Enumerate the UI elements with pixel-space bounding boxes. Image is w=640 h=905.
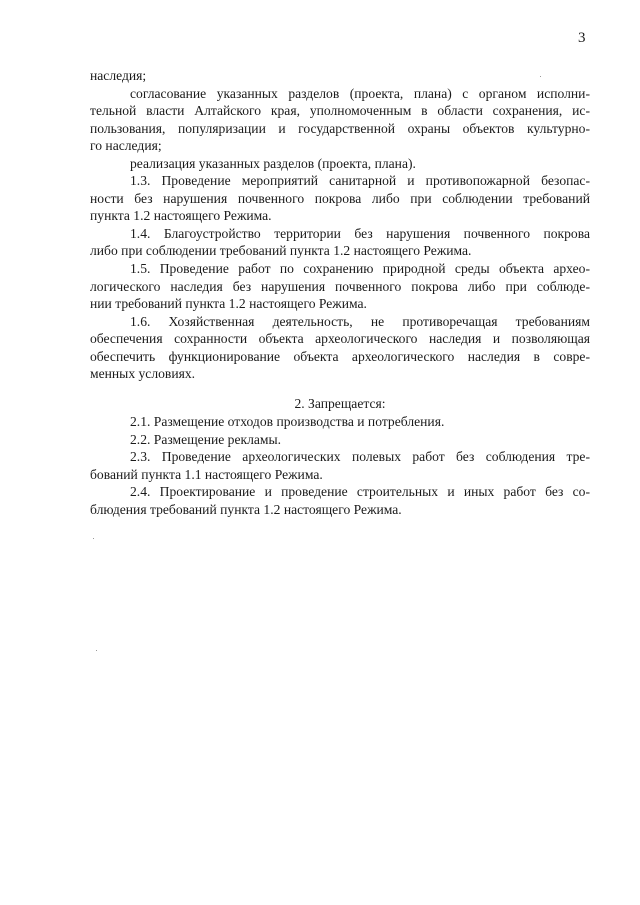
text-line: менных условиях. bbox=[90, 366, 196, 382]
text-line: блюдения требований пункта 1.2 настоящего Режима. bbox=[90, 501, 402, 517]
section-1-continuation bbox=[90, 67, 590, 383]
text-line: реализация указанных разделов (проекта, плана). bbox=[130, 155, 416, 171]
section-2-heading: 2. Запрещается: bbox=[294, 396, 386, 411]
text-line: 1.4. Благоустройство территории без нарушения почвенного покрова bbox=[130, 225, 590, 241]
text-line: пользования, популяризации и государственной охраны объектов культурно- bbox=[90, 120, 590, 136]
text-line: пункта 1.2 настоящего Режима. bbox=[90, 208, 272, 224]
text-line: 1.6. Хозяйственная деятельность, не противоречащая требованиям bbox=[130, 313, 590, 329]
text-line: 1.5. Проведение работ по сохранению природной среды объекта архео- bbox=[130, 261, 590, 277]
text-line: ности без нарушения почвенного покрова либо при соблюдении требований bbox=[90, 190, 590, 206]
text-line: логического наследия без нарушения почвенного покрова либо при соблюде- bbox=[90, 278, 590, 294]
text-line: 2.1. Размещение отходов производства и потребления. bbox=[130, 414, 445, 429]
text-line: го наследия; bbox=[90, 138, 162, 154]
text-line: нии требований пункта 1.2 настоящего Режима. bbox=[90, 296, 367, 312]
page-number: 3 bbox=[578, 30, 586, 46]
text-line: согласование указанных разделов (проекта, плана) с органом исполни- bbox=[130, 85, 590, 101]
text-line: наследия; bbox=[90, 68, 147, 83]
text-line: 2.3. Проведение археологических полевых работ без соблюдения тре- bbox=[130, 449, 590, 465]
scan-speck bbox=[96, 650, 97, 651]
text-line: либо при соблюдении требований пункта 1.2 настоящего Режима. bbox=[90, 243, 472, 259]
text-line: 1.3. Проведение мероприятий санитарной и противопожарной безопас- bbox=[130, 173, 590, 189]
text-line: обеспечения сохранности объекта археологического наследия и позволяющая bbox=[90, 331, 590, 347]
scan-speck bbox=[93, 538, 94, 539]
section-2-list bbox=[90, 413, 590, 518]
text-line: 2.4. Проектирование и проведение строительных и иных работ без со- bbox=[130, 484, 590, 500]
text-line: бований пункта 1.1 настоящего Режима. bbox=[90, 466, 323, 482]
text-line: 2.2. Размещение рекламы. bbox=[130, 431, 282, 447]
scan-speck bbox=[540, 76, 541, 77]
text-line: обеспечить функционирование объекта археологического наследия в совре- bbox=[90, 348, 590, 364]
text-line: тельной власти Алтайского края, уполномоченным в области сохранения, ис- bbox=[90, 103, 590, 119]
